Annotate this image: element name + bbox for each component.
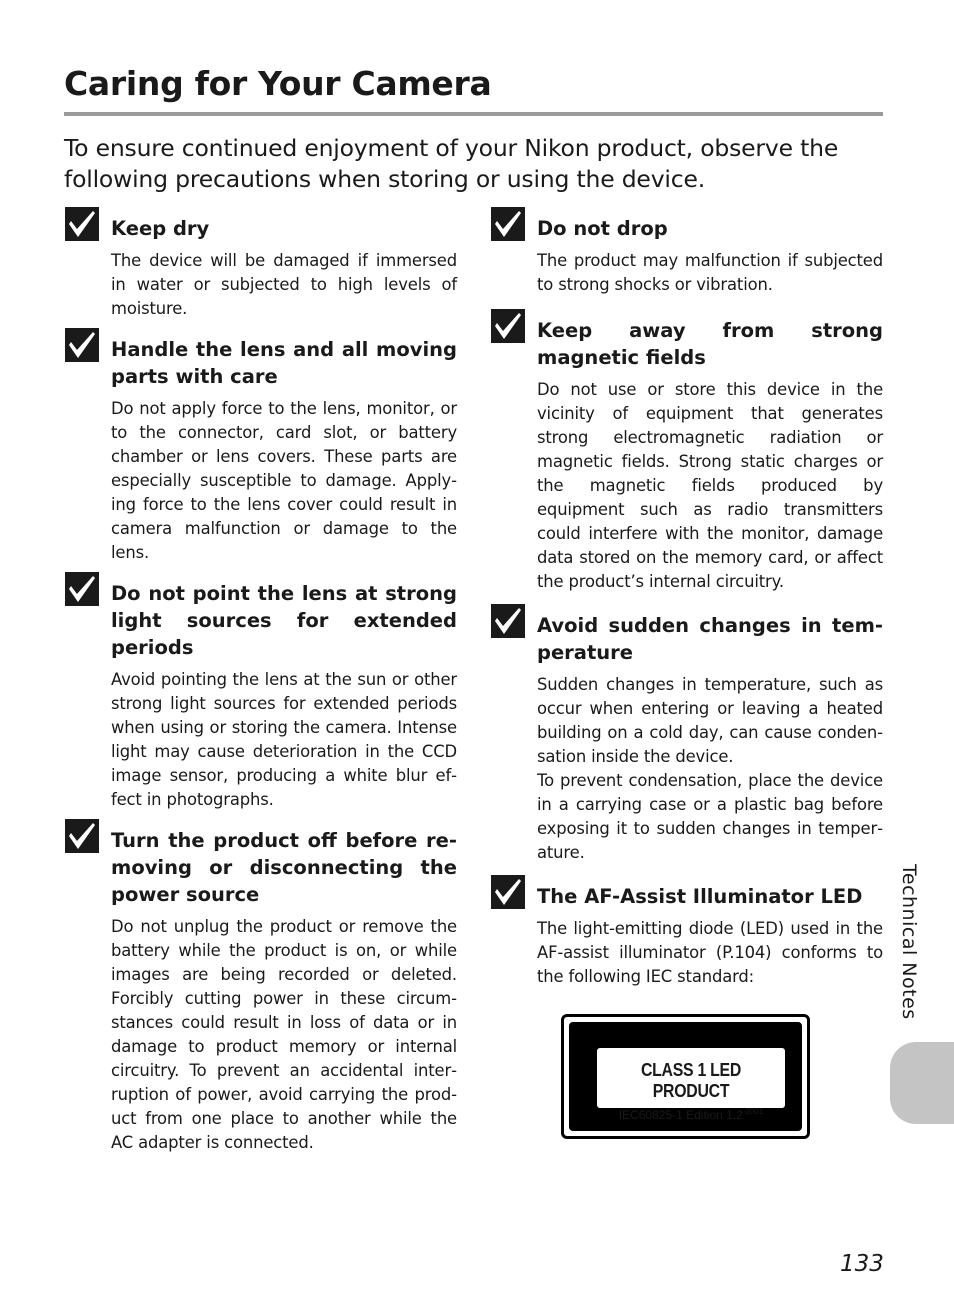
checkmark-box-icon xyxy=(491,207,525,241)
checkmark-box-icon xyxy=(65,819,99,853)
right-column xyxy=(537,215,883,989)
section-title: Do not point the lens at strong light sources for extended periods xyxy=(111,582,457,659)
section-title: Do not drop xyxy=(537,217,668,240)
section-body: The product may malfunction if subjected to strong shocks or vibration. xyxy=(537,251,883,294)
section-temperature xyxy=(537,612,883,865)
led-class-label xyxy=(561,1014,810,1139)
label-class-text: CLASS 1 LED PRODUCT xyxy=(640,1060,742,1101)
intro-paragraph: To ensure continued enjoyment of your Nikon product, observe the following precautions when storing or using the device. xyxy=(64,134,839,193)
section-body: Sudden changes in temperature, such as occur when entering or leaving a heated building on a cold day, can cause condensation inside the device. To prevent condensation, place the device in a carrying case or a plastic bag before exposing it to sudden changes in temperature. xyxy=(537,675,883,862)
section-body: Do not apply force to the lens, monitor, or to the connector, card slot, or battery chamber or lens covers. These parts are especially susceptible to damage. Applying force to the lens cover could result in camera malfunction or damage to the lens. xyxy=(111,399,457,562)
checkmark-box-icon xyxy=(65,328,99,362)
section-handle-lens xyxy=(111,336,457,565)
label-standard-text: IEC60825-1 Edition $1.2^{-2001}$ xyxy=(618,1107,764,1122)
section-title: Avoid sudden changes in temperature xyxy=(537,614,883,664)
left-column xyxy=(111,215,457,1155)
section-body: Avoid pointing the lens at the sun or other strong light sources for extended periods when using or storing the camera. Intense light may cause deterioration in the CCD image sensor, producing a white blur effect in photographs. xyxy=(111,670,457,809)
page-title: Caring for Your Camera xyxy=(64,64,492,103)
side-tab-label: Technical Notes xyxy=(898,864,920,1020)
section-title: Keep away from strong magnetic fields xyxy=(537,319,883,369)
section-magnetic-fields xyxy=(537,317,883,594)
side-thumb-tab xyxy=(890,1042,954,1124)
section-body: Do not unplug the product or remove the battery while the product is on, or while images are being recorded or deleted. Forcibly cutting power in these circumstances could result in loss of data or in damage to product memory or internal circuitry. To prevent an accidental interruption of power, avoid carrying the product from one place to another while the AC adapter is connected. xyxy=(111,917,457,1152)
section-strong-light xyxy=(111,580,457,812)
section-power-source xyxy=(111,827,457,1155)
section-title: Keep dry xyxy=(111,217,210,240)
checkmark-box-icon xyxy=(491,875,525,909)
section-title: The AF-Assist Illuminator LED xyxy=(537,885,863,908)
title-rule xyxy=(64,112,883,116)
section-body: Do not use or store this device in the vicinity of equipment that generates strong electromagnetic radiation or magnetic fields. Strong static charges or the magnetic fields produced by equipment such as radio transmitters could interfere with the monitor, damage data stored on the memory card, or affect the product’s internal circuitry. xyxy=(537,380,883,591)
page-number: 133 xyxy=(840,1251,884,1277)
checkmark-box-icon xyxy=(65,207,99,241)
label-black-frame xyxy=(569,1022,802,1131)
section-title: Handle the lens and all moving parts with care xyxy=(111,338,457,388)
section-do-not-drop xyxy=(537,215,883,297)
checkmark-box-icon xyxy=(65,572,99,606)
section-title: Turn the product off before removing or disconnecting the power source xyxy=(111,829,457,906)
label-standard-year: -2001 xyxy=(742,1107,764,1116)
section-af-assist-led xyxy=(537,883,883,989)
section-body: The light-emitting diode (LED) used in the AF-assist illuminator (P.104) conforms to the following IEC standard: xyxy=(537,919,883,986)
label-white-panel xyxy=(597,1048,785,1122)
section-body: The device will be damaged if immersed in water or subjected to high levels of moisture. xyxy=(111,251,457,318)
checkmark-box-icon xyxy=(491,309,525,343)
section-keep-dry xyxy=(111,215,457,321)
checkmark-box-icon xyxy=(491,604,525,638)
